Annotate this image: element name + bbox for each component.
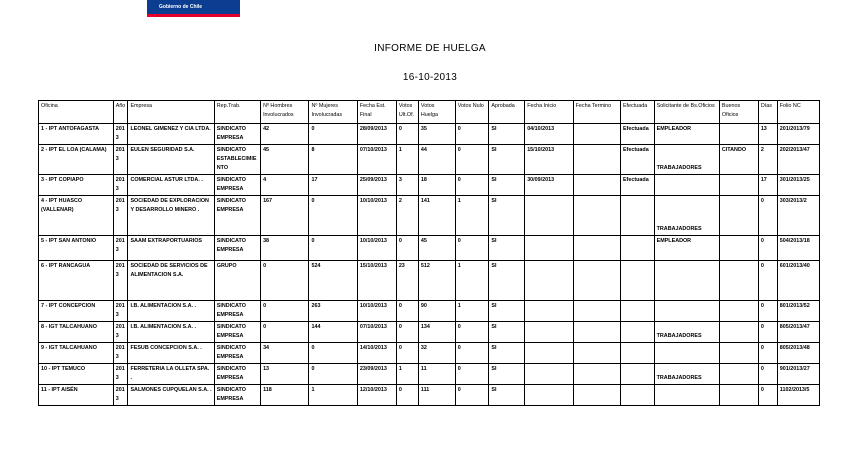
table-cell-empresa: FERRETERIA LA OLLETA SPA. . <box>128 364 214 385</box>
table-cell-votos-nulo: 0 <box>455 343 489 364</box>
table-cell-mujeres: 8 <box>309 145 357 175</box>
table-row <box>39 145 820 175</box>
table-cell-anio: 2013 <box>113 385 128 406</box>
table-cell-fecha-inicio <box>525 261 573 301</box>
table-body <box>39 124 820 406</box>
table-cell-votos-ult: 0 <box>396 236 418 261</box>
table-cell-aprobada: SI <box>489 343 525 364</box>
table-cell-rep: SINDICATO EMPRESA <box>214 301 260 322</box>
table-cell-folio: 301/2013/25 <box>777 175 819 196</box>
table-cell-efectuada: Efectuada <box>620 124 654 145</box>
table-cell-solicitante: EMPLEADOR <box>654 236 719 261</box>
table-cell-buenos <box>719 261 758 301</box>
report-date: 16-10-2013 <box>402 72 458 83</box>
table-cell-fecha-termino <box>573 175 620 196</box>
table-cell-votos-nulo: 0 <box>455 124 489 145</box>
table-cell-buenos <box>719 196 758 236</box>
table-cell-fecha-inicio <box>525 196 573 236</box>
table-cell-hombres: 0 <box>261 301 309 322</box>
table-cell-fecha-termino <box>573 343 620 364</box>
table-cell-votos-ult: 0 <box>396 343 418 364</box>
table-cell-oficina: 6 - IPT RANCAGUA <box>39 261 114 301</box>
table-cell-dias: 0 <box>758 364 777 385</box>
table-cell-fecha-est: 15/10/2013 <box>357 261 396 301</box>
table-cell-anio: 2013 <box>113 301 128 322</box>
column-header: Aprobada <box>489 101 525 124</box>
table-cell-anio: 2013 <box>113 261 128 301</box>
column-header: Oficina <box>39 101 114 124</box>
table-cell-oficina: 8 - IGT TALCAHUANO <box>39 322 114 343</box>
table-cell-folio: 202/2013/47 <box>777 145 819 175</box>
table-cell-dias: 13 <box>758 124 777 145</box>
table-cell-hombres: 118 <box>261 385 309 406</box>
column-header: Votos Huelga <box>418 101 455 124</box>
table-cell-fecha-termino <box>573 301 620 322</box>
table-cell-folio: 601/2013/40 <box>777 261 819 301</box>
table-cell-folio: 801/2013/52 <box>777 301 819 322</box>
table-cell-fecha-est: 12/10/2013 <box>357 385 396 406</box>
table-cell-buenos <box>719 364 758 385</box>
table-cell-mujeres: 0 <box>309 236 357 261</box>
table-cell-mujeres: 144 <box>309 322 357 343</box>
table-cell-aprobada: SI <box>489 145 525 175</box>
table-cell-buenos <box>719 322 758 343</box>
table-cell-dias: 0 <box>758 261 777 301</box>
table-cell-oficina: 11 - IPT AISÉN <box>39 385 114 406</box>
column-header: Días <box>758 101 777 124</box>
table-cell-anio: 2013 <box>113 175 128 196</box>
column-header: Año <box>113 101 128 124</box>
table-cell-mujeres: 17 <box>309 175 357 196</box>
column-header: Fecha Termino <box>573 101 620 124</box>
table-row <box>39 196 820 236</box>
table-cell-rep: GRUPO <box>214 261 260 301</box>
table-cell-fecha-est: 28/09/2013 <box>357 124 396 145</box>
table-cell-votos-ult: 2 <box>396 196 418 236</box>
table-cell-hombres: 0 <box>261 322 309 343</box>
table-cell-folio: 201/2013/79 <box>777 124 819 145</box>
table-cell-votos-huelga: 11 <box>418 364 455 385</box>
column-header: Votos Ult.Of. <box>396 101 418 124</box>
table-cell-empresa: SALMONES CUPQUELAN S.A. . <box>128 385 214 406</box>
table-cell-dias: 0 <box>758 301 777 322</box>
table-cell-anio: 2013 <box>113 196 128 236</box>
table-cell-folio: 901/2013/27 <box>777 364 819 385</box>
table-cell-empresa: SOCIEDAD DE SERVICIOS DE ALIMENTACION S.A. <box>128 261 214 301</box>
table-cell-votos-huelga: 141 <box>418 196 455 236</box>
table-cell-votos-nulo: 1 <box>455 261 489 301</box>
table-cell-rep: SINDICATO EMPRESA <box>214 322 260 343</box>
table-cell-empresa: I.B. ALIMENTACION S.A. . <box>128 322 214 343</box>
table-cell-aprobada: SI <box>489 301 525 322</box>
table-cell-solicitante <box>654 261 719 301</box>
table-cell-folio: 805/2013/48 <box>777 343 819 364</box>
table-cell-votos-ult: 23 <box>396 261 418 301</box>
table-cell-fecha-termino <box>573 364 620 385</box>
table-cell-hombres: 38 <box>261 236 309 261</box>
table-cell-fecha-est: 10/10/2013 <box>357 301 396 322</box>
table-cell-empresa: LEONEL GIMENEZ Y CIA LTDA. <box>128 124 214 145</box>
table-cell-fecha-est: 23/09/2013 <box>357 364 396 385</box>
table-cell-folio: 303/2013/2 <box>777 196 819 236</box>
column-header: Rep.Trab. <box>214 101 260 124</box>
column-header: Fecha Inicio <box>525 101 573 124</box>
table-cell-hombres: 45 <box>261 145 309 175</box>
strike-report-table <box>38 100 820 406</box>
table-cell-fecha-termino <box>573 322 620 343</box>
table-cell-aprobada: SI <box>489 175 525 196</box>
table-cell-votos-nulo: 0 <box>455 175 489 196</box>
table-cell-votos-huelga: 32 <box>418 343 455 364</box>
table-row <box>39 364 820 385</box>
table-cell-votos-huelga: 35 <box>418 124 455 145</box>
table-cell-mujeres: 524 <box>309 261 357 301</box>
table-cell-rep: SINDICATO EMPRESA <box>214 343 260 364</box>
table-cell-votos-ult: 0 <box>396 322 418 343</box>
table-cell-solicitante <box>654 385 719 406</box>
table-cell-fecha-est: 10/10/2013 <box>357 196 396 236</box>
table-cell-fecha-est: 10/10/2013 <box>357 236 396 261</box>
table-cell-empresa: EULEN SEGURIDAD S.A. <box>128 145 214 175</box>
table-cell-oficina: 10 - IPT TEMUCO <box>39 364 114 385</box>
table-cell-buenos <box>719 236 758 261</box>
table-cell-anio: 2013 <box>113 145 128 175</box>
table-cell-votos-nulo: 0 <box>455 236 489 261</box>
table-cell-efectuada <box>620 385 654 406</box>
table-cell-votos-huelga: 44 <box>418 145 455 175</box>
table-cell-empresa: COMERCIAL ASTUR LTDA. . <box>128 175 214 196</box>
table-cell-votos-huelga: 111 <box>418 385 455 406</box>
table-row <box>39 301 820 322</box>
table-cell-efectuada <box>620 236 654 261</box>
report-title: INFORME DE HUELGA <box>374 43 486 54</box>
table-cell-hombres: 167 <box>261 196 309 236</box>
table-cell-efectuada <box>620 364 654 385</box>
table-cell-dias: 0 <box>758 196 777 236</box>
table-cell-folio: 1102/2013/5 <box>777 385 819 406</box>
table-cell-votos-huelga: 45 <box>418 236 455 261</box>
table-cell-oficina: 7 - IPT CONCEPCION <box>39 301 114 322</box>
table-cell-aprobada: SI <box>489 196 525 236</box>
table-cell-anio: 2013 <box>113 343 128 364</box>
table-cell-folio: 805/2013/47 <box>777 322 819 343</box>
table-cell-mujeres: 0 <box>309 124 357 145</box>
table-cell-hombres: 13 <box>261 364 309 385</box>
logo-text: Gobierno de Chile <box>159 4 203 10</box>
table-cell-rep: SINDICATO EMPRESA <box>214 236 260 261</box>
table-cell-mujeres: 0 <box>309 343 357 364</box>
table-cell-efectuada <box>620 196 654 236</box>
table-cell-hombres: 34 <box>261 343 309 364</box>
table-cell-fecha-termino <box>573 385 620 406</box>
table-cell-fecha-termino <box>573 124 620 145</box>
table-cell-mujeres: 263 <box>309 301 357 322</box>
table-cell-empresa: I.B. ALIMENTACION S.A. . <box>128 301 214 322</box>
table-cell-oficina: 1 - IPT ANTOFAGASTA <box>39 124 114 145</box>
table-cell-oficina: 9 - IGT TALCAHUANO <box>39 343 114 364</box>
table-row <box>39 322 820 343</box>
table-cell-oficina: 4 - IPT HUASCO (VALLENAR) <box>39 196 114 236</box>
table-cell-fecha-termino <box>573 196 620 236</box>
table-cell-solicitante <box>654 175 719 196</box>
table-cell-votos-ult: 0 <box>396 301 418 322</box>
table-header-row <box>39 101 820 124</box>
table-cell-fecha-inicio: 30/09/2013 <box>525 175 573 196</box>
table-cell-hombres: 42 <box>261 124 309 145</box>
table-cell-fecha-inicio <box>525 301 573 322</box>
table-cell-solicitante: TRABAJADORES <box>654 145 719 175</box>
table-cell-aprobada: SI <box>489 364 525 385</box>
table-cell-efectuada <box>620 343 654 364</box>
table-cell-solicitante: TRABAJADORES <box>654 322 719 343</box>
table-cell-dias: 0 <box>758 236 777 261</box>
table-cell-solicitante <box>654 343 719 364</box>
table-cell-buenos <box>719 385 758 406</box>
column-header: Nº Hombres Involucrados <box>261 101 309 124</box>
column-header: Votos Nulo <box>455 101 489 124</box>
table-cell-buenos <box>719 124 758 145</box>
table-cell-oficina: 3 - IPT COPIAPO <box>39 175 114 196</box>
table-cell-anio: 2013 <box>113 364 128 385</box>
column-header: Efectuada <box>620 101 654 124</box>
table-cell-fecha-termino <box>573 236 620 261</box>
table-cell-solicitante <box>654 301 719 322</box>
table-cell-dias: 0 <box>758 322 777 343</box>
table-cell-votos-ult: 3 <box>396 175 418 196</box>
table-cell-votos-nulo: 1 <box>455 301 489 322</box>
table-cell-fecha-est: 25/09/2013 <box>357 175 396 196</box>
table-cell-dias: 0 <box>758 385 777 406</box>
table-cell-fecha-est: 14/10/2013 <box>357 343 396 364</box>
table-cell-aprobada: SI <box>489 322 525 343</box>
table-cell-votos-nulo: 0 <box>455 322 489 343</box>
table-cell-fecha-inicio <box>525 236 573 261</box>
table-row <box>39 343 820 364</box>
table-cell-votos-ult: 0 <box>396 124 418 145</box>
table-cell-rep: SINDICATO EMPRESA <box>214 385 260 406</box>
table-cell-aprobada: SI <box>489 385 525 406</box>
gobierno-logo <box>147 0 240 17</box>
table-cell-dias: 0 <box>758 343 777 364</box>
table-cell-efectuada <box>620 301 654 322</box>
table-cell-solicitante: TRABAJADORES <box>654 196 719 236</box>
table-cell-mujeres: 0 <box>309 364 357 385</box>
table-cell-fecha-inicio <box>525 343 573 364</box>
table-cell-votos-huelga: 512 <box>418 261 455 301</box>
table-cell-fecha-inicio <box>525 364 573 385</box>
table-cell-rep: SINDICATO EMPRESA <box>214 364 260 385</box>
table-cell-dias: 2 <box>758 145 777 175</box>
table-cell-anio: 2013 <box>113 236 128 261</box>
column-header: Empresa <box>128 101 214 124</box>
table-cell-votos-nulo: 0 <box>455 385 489 406</box>
table-cell-mujeres: 0 <box>309 196 357 236</box>
column-header: Folio NC <box>777 101 819 124</box>
table-cell-empresa: FESUB CONCEPCION S.A. . <box>128 343 214 364</box>
table-row <box>39 261 820 301</box>
table-cell-votos-ult: 0 <box>396 385 418 406</box>
table-cell-fecha-est: 07/10/2013 <box>357 322 396 343</box>
table-cell-aprobada: SI <box>489 124 525 145</box>
table-cell-empresa: SOCIEDAD DE EXPLORACION Y DESARROLLO MINERO . <box>128 196 214 236</box>
table-cell-aprobada: SI <box>489 236 525 261</box>
table-header <box>39 101 820 124</box>
table-cell-oficina: 2 - IPT EL LOA (CALAMA) <box>39 145 114 175</box>
table-cell-buenos: CITANDO <box>719 145 758 175</box>
table-cell-buenos <box>719 343 758 364</box>
table-row <box>39 124 820 145</box>
table-cell-votos-huelga: 18 <box>418 175 455 196</box>
table-cell-rep: SINDICATO EMPRESA <box>214 196 260 236</box>
table-cell-fecha-inicio: 04/10/2013 <box>525 124 573 145</box>
table-cell-oficina: 5 - IPT SAN ANTONIO <box>39 236 114 261</box>
table-cell-rep: SINDICATO ESTABLECIMIENTO <box>214 145 260 175</box>
table-cell-votos-nulo: 0 <box>455 145 489 175</box>
table-cell-votos-huelga: 90 <box>418 301 455 322</box>
column-header: Nº Mujeres Involucradas <box>309 101 357 124</box>
table-cell-votos-huelga: 134 <box>418 322 455 343</box>
table-cell-efectuada <box>620 261 654 301</box>
table-cell-hombres: 4 <box>261 175 309 196</box>
table-cell-solicitante: TRABAJADORES <box>654 364 719 385</box>
table-cell-rep: SINDICATO EMPRESA <box>214 175 260 196</box>
table-cell-dias: 17 <box>758 175 777 196</box>
table-cell-fecha-inicio <box>525 322 573 343</box>
table-row <box>39 385 820 406</box>
table-cell-anio: 2013 <box>113 322 128 343</box>
column-header: Solicitante de Bs.Oficios <box>654 101 719 124</box>
table-cell-votos-ult: 1 <box>396 364 418 385</box>
column-header: Fecha Est. Final <box>357 101 396 124</box>
table-cell-votos-ult: 1 <box>396 145 418 175</box>
table-cell-votos-nulo: 0 <box>455 364 489 385</box>
table-cell-votos-nulo: 1 <box>455 196 489 236</box>
table-cell-mujeres: 1 <box>309 385 357 406</box>
table-cell-rep: SINDICATO EMPRESA <box>214 124 260 145</box>
table-row <box>39 175 820 196</box>
table-cell-fecha-termino <box>573 145 620 175</box>
table-cell-fecha-inicio <box>525 385 573 406</box>
table-cell-efectuada <box>620 322 654 343</box>
table-cell-fecha-inicio: 15/10/2013 <box>525 145 573 175</box>
table-cell-fecha-termino <box>573 261 620 301</box>
table-cell-hombres: 0 <box>261 261 309 301</box>
table-cell-efectuada: Efectuada <box>620 175 654 196</box>
table-row <box>39 236 820 261</box>
table-cell-folio: 504/2013/18 <box>777 236 819 261</box>
table-cell-solicitante: EMPLEADOR <box>654 124 719 145</box>
column-header: Buenos Oficios <box>719 101 758 124</box>
table-cell-anio: 2013 <box>113 124 128 145</box>
table-cell-empresa: SAAM EXTRAPORTUARIOS <box>128 236 214 261</box>
table-cell-aprobada: SI <box>489 261 525 301</box>
table-cell-efectuada: Efectuada <box>620 145 654 175</box>
table-cell-buenos <box>719 175 758 196</box>
table-cell-buenos <box>719 301 758 322</box>
table-cell-fecha-est: 07/10/2013 <box>357 145 396 175</box>
